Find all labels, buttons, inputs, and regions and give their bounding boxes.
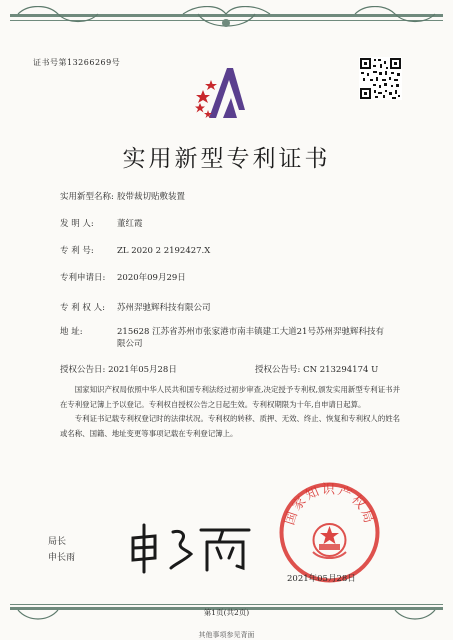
back-side-note: 其他事项参见背面 [198, 631, 255, 639]
field-patent-number [60, 245, 210, 257]
page-indicator: 第1页(共2页) [203, 608, 250, 617]
qr-code [359, 57, 402, 100]
seal-text: 国家知识产权局 [282, 482, 377, 527]
field-label: 发 明 人: [60, 219, 94, 229]
statement-paragraph: 专利证书记载专利权登记时的法律状况。专利权的转移、质押、无效、终止、恢复和专利权人的姓名或名称、国籍、地址变更等事项记载在专利登记簿上。 [60, 414, 400, 438]
legal-statement [60, 383, 400, 441]
grant-announcement-number: 授权公告号: CN 213294174 U [255, 365, 379, 375]
field-value: ZL 2020 2 2192427.X [117, 246, 211, 256]
director-title: 局长 [48, 537, 67, 547]
field-value: 苏州羿驰辉科技有限公司 [117, 303, 211, 313]
field-value: 胶带裁切贴敷装置 [117, 192, 186, 202]
director-block [48, 534, 75, 566]
director-name: 申长雨 [48, 553, 76, 563]
field-utility-model-name [60, 191, 185, 203]
patent-office-emblem [189, 58, 259, 128]
field-label: 实用新型名称: [60, 192, 114, 202]
field-value: 2020年09月29日 [117, 273, 186, 283]
top-ornament-border [8, 6, 445, 40]
svg-text:国家知识产权局 [282, 483, 376, 527]
certificate-title: 实用新型专利证书 [122, 146, 331, 172]
field-value: 董红霞 [117, 219, 143, 229]
grant-announcement-date: 授权公告日: 2021年05月28日 [60, 365, 177, 375]
field-application-date [60, 272, 186, 284]
seal-date: 2021年05月28日 [287, 574, 356, 584]
field-label: 地 址: [60, 327, 83, 337]
field-label: 专 利 权 人: [60, 303, 105, 313]
official-seal [277, 480, 382, 585]
field-value: 215628 江苏省苏州市张家港市南丰镇建工大道21号苏州羿驰辉科技有限公司 [117, 327, 384, 349]
field-address [60, 326, 387, 350]
field-label: 专 利 号: [60, 246, 94, 256]
field-inventor [60, 218, 143, 230]
handwritten-signature [125, 520, 255, 575]
field-label: 专利申请日: [60, 273, 106, 283]
certificate-number: 证书号第13266269号 [33, 58, 121, 67]
field-patentee [60, 302, 211, 314]
statement-paragraph: 国家知识产权局依照中华人民共和国专利法经过初步审查,决定授予专利权,颁发实用新型专利证书并在专利登记簿上予以登记。专利权自授权公告之日起生效。专利权期限为十年,自申请日起算。 [60, 385, 400, 409]
